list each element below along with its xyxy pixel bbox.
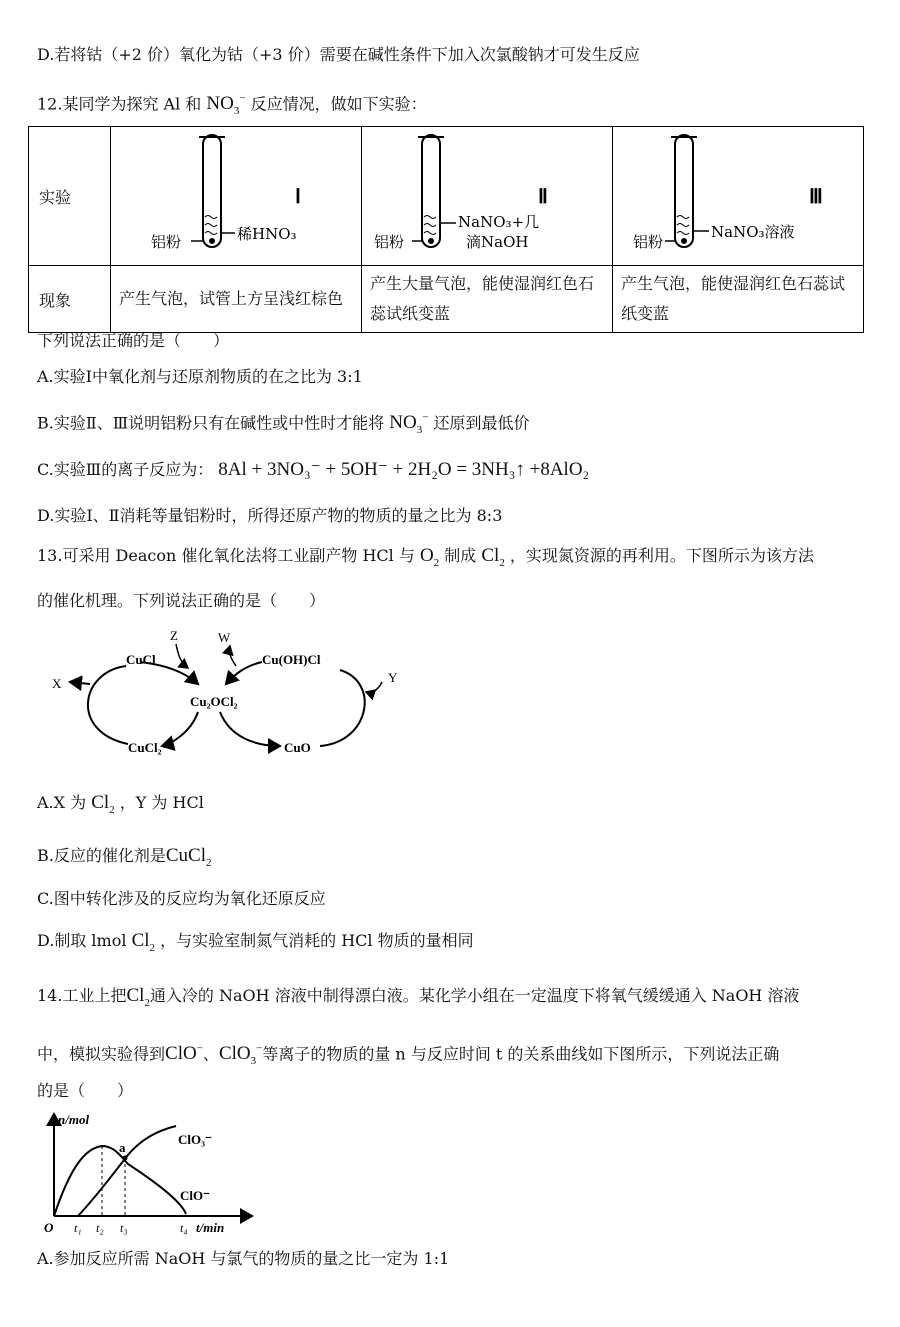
exp1-left-label: 铝粉 xyxy=(151,233,182,251)
left-loop-arc xyxy=(88,666,128,744)
test-tube-1-icon xyxy=(111,127,361,261)
exp3-numeral: Ⅲ xyxy=(809,186,823,208)
exp1-numeral: Ⅰ xyxy=(295,186,301,208)
q12-stem-ion: $NO_3^-$ xyxy=(206,93,246,118)
experiment-2-cell xyxy=(362,127,613,266)
row-label-experiment: 实验 xyxy=(29,127,111,266)
q13-option-a: A.X 为 $Cl_2$ ，Y 为 HCl xyxy=(37,792,204,816)
tick-t2: t₂ xyxy=(96,1221,104,1235)
clo-curve xyxy=(54,1146,186,1216)
q12-question: 下列说法正确的是（ ） xyxy=(37,331,230,350)
exp3-right-label: NaNO₃溶液 xyxy=(711,223,795,241)
point-a-label: a xyxy=(119,1140,126,1155)
cu2ocl2-label: Cu₂OCl₂ xyxy=(190,694,238,709)
clo-label: ClO⁻ xyxy=(180,1188,210,1203)
exp3-phenomenon: 产生气泡，能使湿润红色石蕊试纸变蓝 xyxy=(613,266,864,333)
row-label-phenomenon: 现象 xyxy=(29,266,111,333)
y-label: Y xyxy=(388,670,398,685)
cucl-label: CuCl xyxy=(126,652,156,667)
q12-option-c: C.实验Ⅲ的离子反应为： 8Al + 3NO₃⁻ + 5OH⁻ + 2H₂O = 3NH₃↑ +8AlO₂ xyxy=(37,459,590,480)
q12-option-b: B.实验Ⅱ、Ⅲ说明铝粉只有在碱性或中性时才能将 $NO_3^-$ 还原到最低价 xyxy=(37,412,530,437)
graph-origin: O xyxy=(44,1220,54,1235)
ion-amount-graph xyxy=(30,1108,260,1236)
exp2-phenomenon: 产生大量气泡，能使湿润红色石蕊试纸变蓝 xyxy=(362,266,613,333)
q14-option-a: A.参加反应所需 NaOH 与氯气的物质的量之比一定为 1:1 xyxy=(37,1249,450,1268)
q12-experiment-table xyxy=(28,126,864,333)
exp2-left-label: 铝粉 xyxy=(374,233,405,251)
clo3-label: ClO₃⁻ xyxy=(178,1132,212,1147)
q14-stem-line-2: 中，模拟实验得到ClO−、ClO$_3$−等离子的物质的量 n 与反应时间 t 的关系曲线如下图所示，下列说法正确 xyxy=(37,1043,780,1068)
exp2-numeral: Ⅱ xyxy=(538,186,548,208)
cl2-formula: $Cl_2$ xyxy=(481,545,505,569)
q13-option-c: C.图中转化涉及的反应均为氧化还原反应 xyxy=(37,889,326,908)
cuo-label: CuO xyxy=(284,740,311,755)
q12-stem-b: 反应情况，做如下实验： xyxy=(250,94,427,114)
o2-formula: $O_2$ xyxy=(419,545,440,569)
tick-t4: t₄ xyxy=(180,1221,188,1235)
right-loop-arc xyxy=(320,670,365,746)
q12-stem-a: 12.某同学为探究 Al 和 xyxy=(37,94,202,114)
q12-option-d: D.实验Ⅰ、Ⅱ消耗等量铝粉时，所得还原产物的物质的量之比为 8:3 xyxy=(37,506,503,525)
experiment-3-cell xyxy=(613,127,864,266)
exp2-right-label-1: NaNO₃+几 xyxy=(458,213,540,231)
cucl2-label: CuCl₂ xyxy=(128,740,162,755)
q13-stem-line-2: 的催化机理。下列说法正确的是（ ） xyxy=(37,591,326,610)
exp1-right-label: 稀HNO₃ xyxy=(237,225,297,243)
exp3-left-label: 铝粉 xyxy=(633,233,664,251)
w-label: W xyxy=(218,630,231,645)
intersection-point xyxy=(123,1156,128,1161)
q12-option-c-equation: 8Al + 3NO₃⁻ + 5OH⁻ + 2H₂O = 3NH₃↑ +8AlO₂ xyxy=(218,459,590,480)
q14-stem-line-1: 14.工业上把$Cl_2$通入冷的 NaOH 溶液中制得漂白液。某化学小组在一定温度下将氧气缓缓通入 NaOH 溶液 xyxy=(37,985,800,1009)
graph-xlabel: t/min xyxy=(196,1220,225,1235)
cuohcl-label: Cu(OH)Cl xyxy=(262,652,321,667)
z-label: Z xyxy=(170,628,178,643)
exp1-phenomenon: 产生气泡，试管上方呈浅红棕色 xyxy=(111,266,362,333)
test-tube-3-icon xyxy=(613,127,863,261)
experiment-1-cell xyxy=(111,127,362,266)
tick-t1: t₁ xyxy=(74,1221,82,1235)
exp2-right-label-2: 滴NaOH xyxy=(466,233,529,251)
q11-option-d: D.若将钴（+2 价）氧化为钴（+3 价）需要在碱性条件下加入次氯酸钠才可发生反应 xyxy=(37,45,640,64)
q14-stem-line-3: 的是（ ） xyxy=(37,1081,134,1100)
q13-option-b: B.反应的催化剂是CuCl$_2$ xyxy=(37,845,212,869)
deacon-cycle-diagram xyxy=(40,622,420,772)
q12-option-b-ion: $NO_3^-$ xyxy=(389,412,429,437)
tick-t3: t₃ xyxy=(120,1221,128,1235)
q13-stem-line-1: 13.可采用 Deacon 催化氧化法将工业副产物 HCl 与 $O_2$ 制成 $Cl_2$ ，实现氮资源的再利用。下图所示为该方法 xyxy=(37,545,814,569)
q12-option-a: A.实验Ⅰ中氧化剂与还原剂物质的在之比为 3:1 xyxy=(37,367,363,386)
q13-option-d: D.制取 lmol $Cl_2$ ，与实验室制氮气消耗的 HCl 物质的量相同 xyxy=(37,930,474,954)
x-label: X xyxy=(52,676,62,691)
q12-stem xyxy=(37,88,427,122)
graph-ylabel: n/mol xyxy=(58,1112,90,1127)
clo3-curve xyxy=(78,1126,176,1216)
test-tube-2-icon xyxy=(362,127,612,261)
